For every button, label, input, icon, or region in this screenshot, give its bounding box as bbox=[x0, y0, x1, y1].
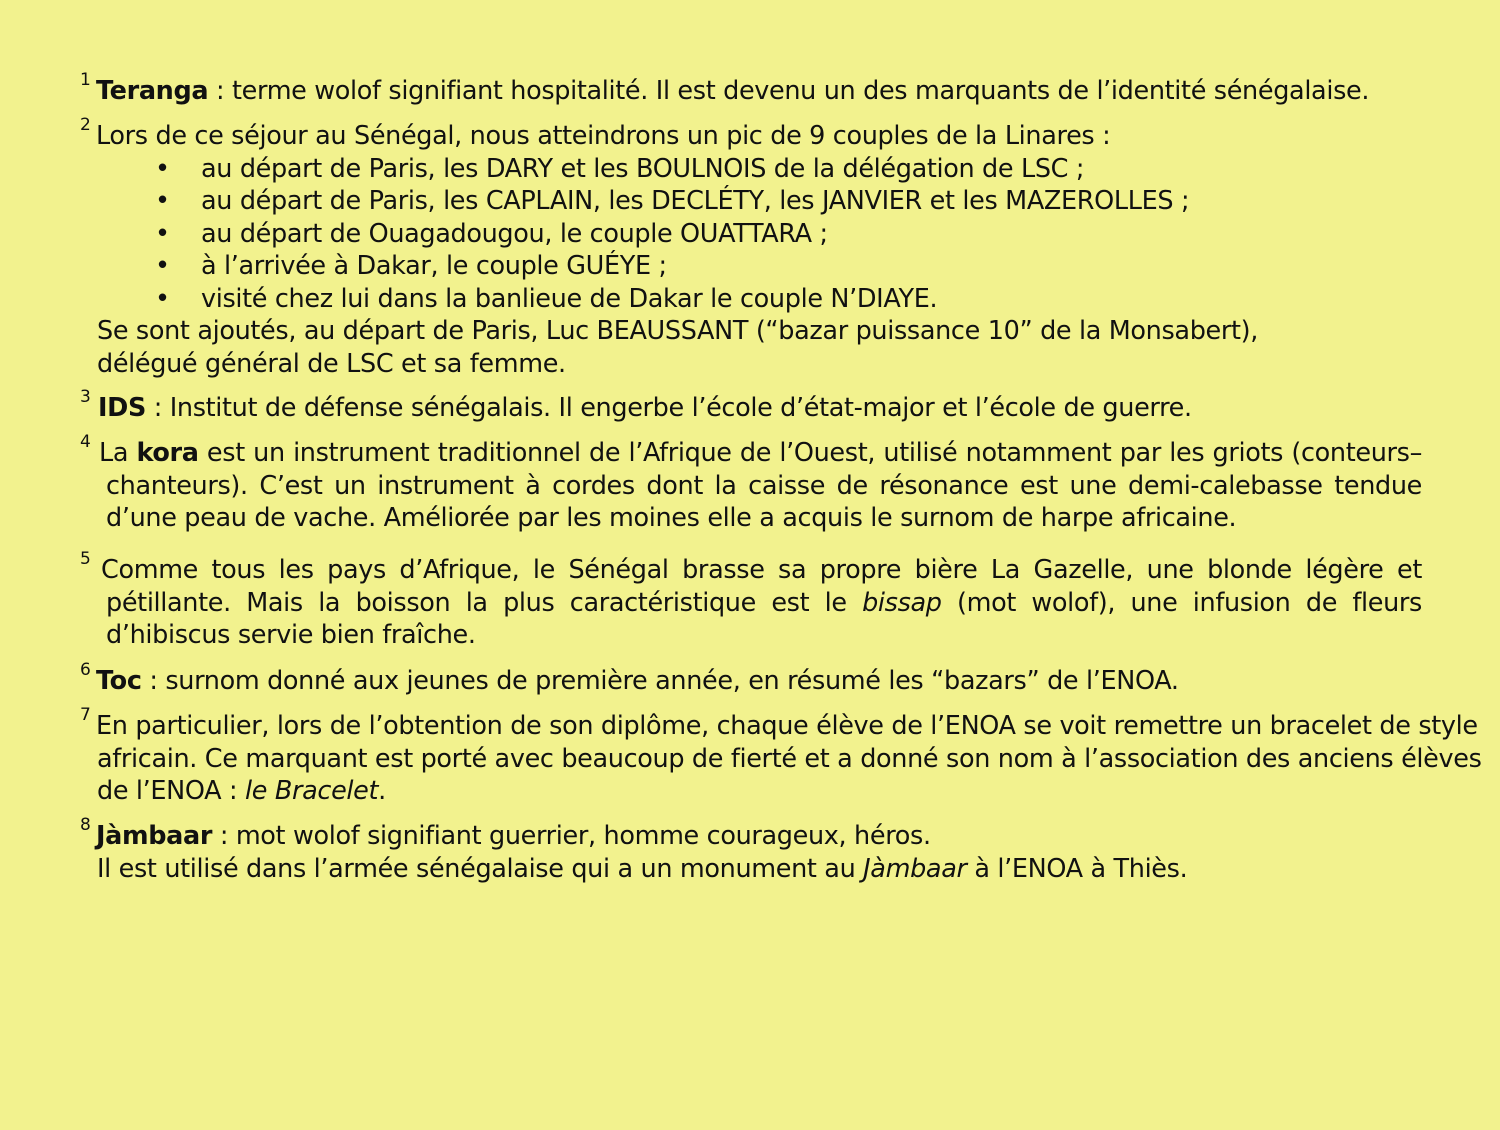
footnote-number: 3 bbox=[80, 387, 91, 407]
footnote-line bbox=[80, 853, 1422, 886]
footnote-text: . bbox=[378, 776, 386, 806]
footnote-term: IDS bbox=[98, 393, 146, 423]
bullet-glyph: • bbox=[155, 218, 170, 249]
list-item bbox=[80, 185, 1422, 218]
footnote-2 bbox=[80, 115, 1422, 380]
footnote-4 bbox=[80, 432, 1422, 535]
footnote-text: : Institut de défense sénégalais. Il engerbe l’école d’état-major et l’école de guerre. bbox=[145, 393, 1192, 423]
list-item-text: visité chez lui dans la banlieue de Dakar le couple N’DIAYE. bbox=[201, 283, 938, 314]
footnote-number: 1 bbox=[80, 70, 91, 90]
footnote-text: : mot wolof signifiant guerrier, homme courageux, héros. bbox=[212, 821, 931, 851]
bullet-glyph: • bbox=[155, 153, 170, 184]
footnote-number: 4 bbox=[80, 432, 91, 452]
footnote-term: Jàmbaar bbox=[96, 821, 213, 851]
footnote-line bbox=[80, 820, 1422, 853]
footnote-italic: le Bracelet bbox=[245, 776, 379, 806]
footnote-paragraph bbox=[101, 554, 1422, 652]
bullet-glyph: • bbox=[155, 283, 170, 314]
footnote-italic: Jàmbaar bbox=[863, 853, 967, 884]
footnote-outro-line: Se sont ajoutés, au départ de Paris, Luc BEAUSSANT (“bazar puissance 10” de la Monsabert), bbox=[97, 316, 1258, 346]
footnote-term: kora bbox=[136, 438, 199, 468]
footnote-7 bbox=[80, 705, 1482, 808]
footnote-3 bbox=[80, 387, 1422, 425]
footnote-outro-line: délégué général de LSC et sa femme. bbox=[97, 348, 566, 379]
bullet-glyph: • bbox=[155, 186, 170, 216]
footnote-number: 7 bbox=[80, 705, 91, 725]
footnote-line bbox=[80, 775, 1422, 808]
list-item bbox=[80, 153, 1422, 186]
footnote-text: : surnom donné aux jeunes de première année, en résumé les “bazars” de l’ENOA. bbox=[141, 666, 1179, 696]
footnote-prefix: La bbox=[99, 438, 137, 468]
bullet-glyph: • bbox=[155, 251, 170, 281]
footnote-text: à l’ENOA à Thiès. bbox=[966, 853, 1188, 884]
footnote-paragraph bbox=[99, 437, 1422, 535]
list-item-text: au départ de Ouagadougou, le couple OUATTARA ; bbox=[201, 218, 828, 249]
footnote-line: En particulier, lors de l’obtention de son diplôme, chaque élève de l’ENOA se voit remettre un bracelet de style bbox=[96, 711, 1478, 741]
footnote-italic: bissap bbox=[862, 587, 942, 618]
list-item-text: au départ de Paris, les DARY et les BOULNOIS de la délégation de LSC ; bbox=[201, 153, 1085, 184]
footnote-line bbox=[80, 392, 1422, 425]
list-item-text: à l’arrivée à Dakar, le couple GUÉYE ; bbox=[201, 251, 667, 281]
footnote-1 bbox=[80, 70, 1422, 108]
list-item bbox=[80, 250, 1422, 283]
footnote-number: 2 bbox=[80, 115, 91, 135]
footnote-line: africain. Ce marquant est porté avec beaucoup de fierté et a donné son nom à l’association des anciens élèves bbox=[97, 743, 1482, 774]
footnote-5 bbox=[80, 549, 1422, 652]
footnote-8 bbox=[80, 815, 1422, 885]
list-item-text: au départ de Paris, les CAPLAIN, les DECLÉTY, les JANVIER et les MAZEROLLES ; bbox=[201, 186, 1190, 216]
list-item bbox=[80, 218, 1422, 251]
footnote-text: (mot wolof), une infusion de fleurs d’hibiscus servie bien fraîche. bbox=[106, 587, 1422, 650]
footnote-text: Il est utilisé dans l’armée sénégalaise qui a un monument au bbox=[97, 853, 864, 884]
footnote-term: Teranga bbox=[96, 76, 209, 106]
footnote-number: 6 bbox=[80, 660, 91, 680]
footnote-text: Comme tous les pays d’Afrique, le Sénégal brasse sa propre bière La Gazelle, une blonde légère et pétillante. Mais la boisson la plus caractéristique est le bbox=[101, 555, 1422, 618]
footnote-text: est un instrument traditionnel de l’Afrique de l’Ouest, utilisé notamment par les griots (conteurs–chanteurs). C’est un instrument à cordes dont la caisse de résonance est une demi-calebasse tendue d’une peau de vache. Améliorée par les moines elle a acquis le surnom de harpe africaine. bbox=[106, 438, 1422, 533]
footnote-term: Toc bbox=[96, 666, 142, 696]
footnote-line bbox=[80, 665, 1422, 698]
footnote-6 bbox=[80, 660, 1422, 698]
footnote-text: : terme wolof signifiant hospitalité. Il est devenu un des marquants de l’identité sénégalaise. bbox=[208, 76, 1370, 106]
footnote-line bbox=[80, 75, 1422, 108]
footnote-number: 8 bbox=[80, 815, 91, 835]
list-item bbox=[80, 283, 1422, 316]
footnote-number: 5 bbox=[80, 549, 91, 569]
footnote-intro: Lors de ce séjour au Sénégal, nous atteindrons un pic de 9 couples de la Linares : bbox=[96, 121, 1111, 151]
footnote-text: de l’ENOA : bbox=[97, 776, 246, 806]
